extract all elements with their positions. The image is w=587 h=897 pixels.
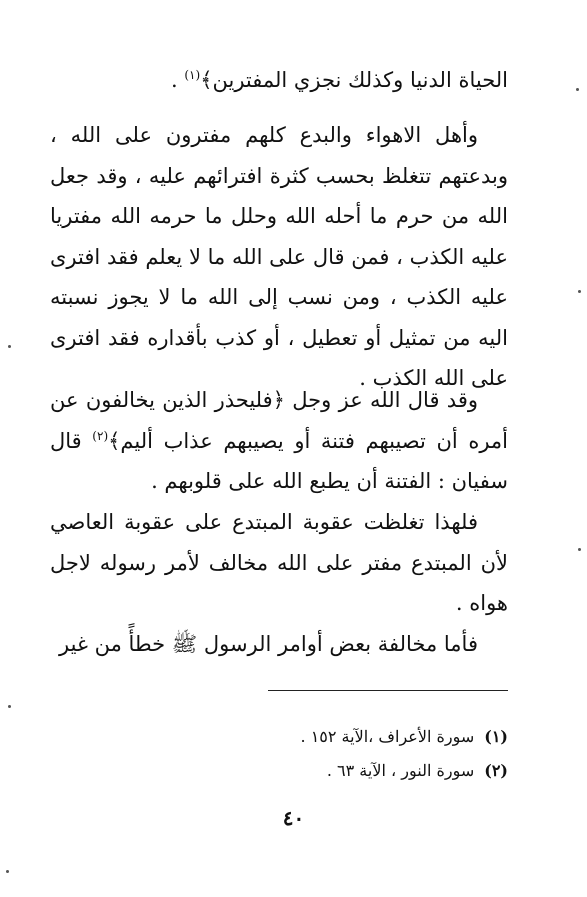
paragraph-punishment: فلهذا تغلظت عقوبة المبتدع على عقوبة العاصي لأن المبتدع مفتر على الله مخالف لأمر رسوله لاجل هواه . <box>50 510 508 615</box>
footnote-number: (٢) <box>484 761 508 780</box>
paragraph-verse-ending <box>50 60 508 101</box>
footnote-divider <box>268 690 508 691</box>
verse-text: الحياة الدنيا وكذلك نجزي المفترين﴾ <box>200 68 508 92</box>
scan-speck <box>8 705 11 708</box>
footnote-text: سورة الأعراف ،الآية ١٥٢ . <box>300 727 475 746</box>
footnote-number: (١) <box>484 727 508 746</box>
scan-speck <box>8 345 11 348</box>
page-number: ٤٠ <box>282 806 305 830</box>
scan-speck <box>578 290 581 293</box>
verse-end-punct: . <box>171 68 185 92</box>
paragraph-disobedience: فأما مخالفة بعض أوامر الرسول ﷺ خطأً من غير <box>59 632 478 656</box>
footnote-ref-2: (٢) <box>92 428 109 443</box>
footnote-item <box>240 754 508 788</box>
footnote-text: سورة النور ، الآية ٦٣ . <box>326 761 475 780</box>
scan-speck <box>578 548 581 551</box>
paragraph-warning-verse <box>50 380 508 502</box>
footnote-item <box>240 720 508 754</box>
verse-quote: وقد قال الله عز وجل ﴿فليحذر الذين يخالفون عن أمره أن تصيبهم فتنة أو يصيبهم عذاب أليم﴾ <box>50 388 508 453</box>
footnote-ref-1: (١) <box>184 68 201 82</box>
footnotes <box>240 720 508 788</box>
paragraph-innovators: وأهل الاهواء والبدع كلهم مفترون على الله ، وبدعتهم تتغلظ بحسب كثرة افترائهم عليه ، وقد جعل الله من حرم ما أحله الله وحلل ما حرمه الله مفتريا عليه الكذب ، فمن قال على الله ما لا يعلم فقد افترى عليه الكذب ، ومن نسب إلى الله ما لا يجوز نسبته اليه من تمثيل أو تعطيل ، أو كذب بأقداره فقد افترى على الله الكذب . <box>50 123 508 390</box>
sufyan-quote: قال سفيان : الفتنة أن يطبع الله على قلوبهم . <box>50 428 508 493</box>
scan-speck <box>576 88 579 91</box>
scan-speck <box>6 870 9 873</box>
